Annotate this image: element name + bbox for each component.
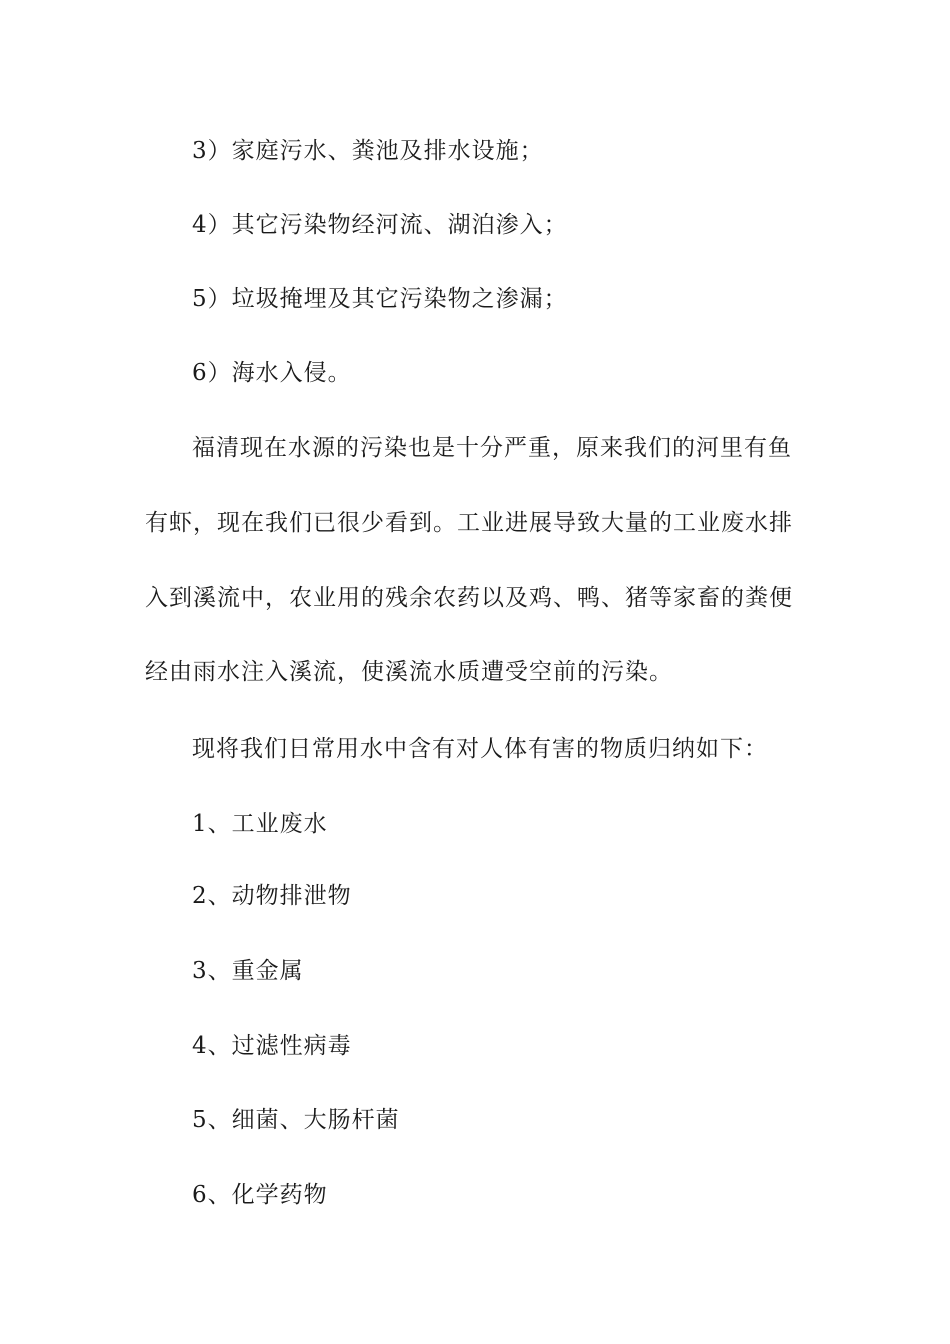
harmful-list-item: 5、细菌、大肠杆菌 <box>192 1107 400 1133</box>
paragraph-line: 经由雨水注入溪流，使溪流水质遭受空前的污染。 <box>145 659 673 685</box>
paragraph-line: 有虾，现在我们已很少看到。工业进展导致大量的工业废水排 <box>145 510 793 536</box>
harmful-list-item: 1、工业废水 <box>192 811 328 837</box>
sources-list-item: 4）其它污染物经河流、湖泊渗入； <box>192 212 568 238</box>
sources-list-item: 6）海水入侵。 <box>192 360 352 386</box>
paragraph-line: 入到溪流中，农业用的残余农药以及鸡、鸭、猪等家畜的粪便 <box>145 585 793 611</box>
sources-list-item: 3）家庭污水、粪池及排水设施； <box>192 138 544 164</box>
summary-intro: 现将我们日常用水中含有对人体有害的物质归纳如下： <box>192 736 768 762</box>
sources-list-item: 5）垃圾掩埋及其它污染物之渗漏； <box>192 286 568 312</box>
harmful-list-item: 3、重金属 <box>192 958 304 984</box>
paragraph-line: 福清现在水源的污染也是十分严重，原来我们的河里有鱼 <box>192 435 792 461</box>
harmful-list-item: 4、过滤性病毒 <box>192 1033 352 1059</box>
harmful-list-item: 6、化学药物 <box>192 1182 328 1208</box>
harmful-list-item: 2、动物排泄物 <box>192 883 352 909</box>
